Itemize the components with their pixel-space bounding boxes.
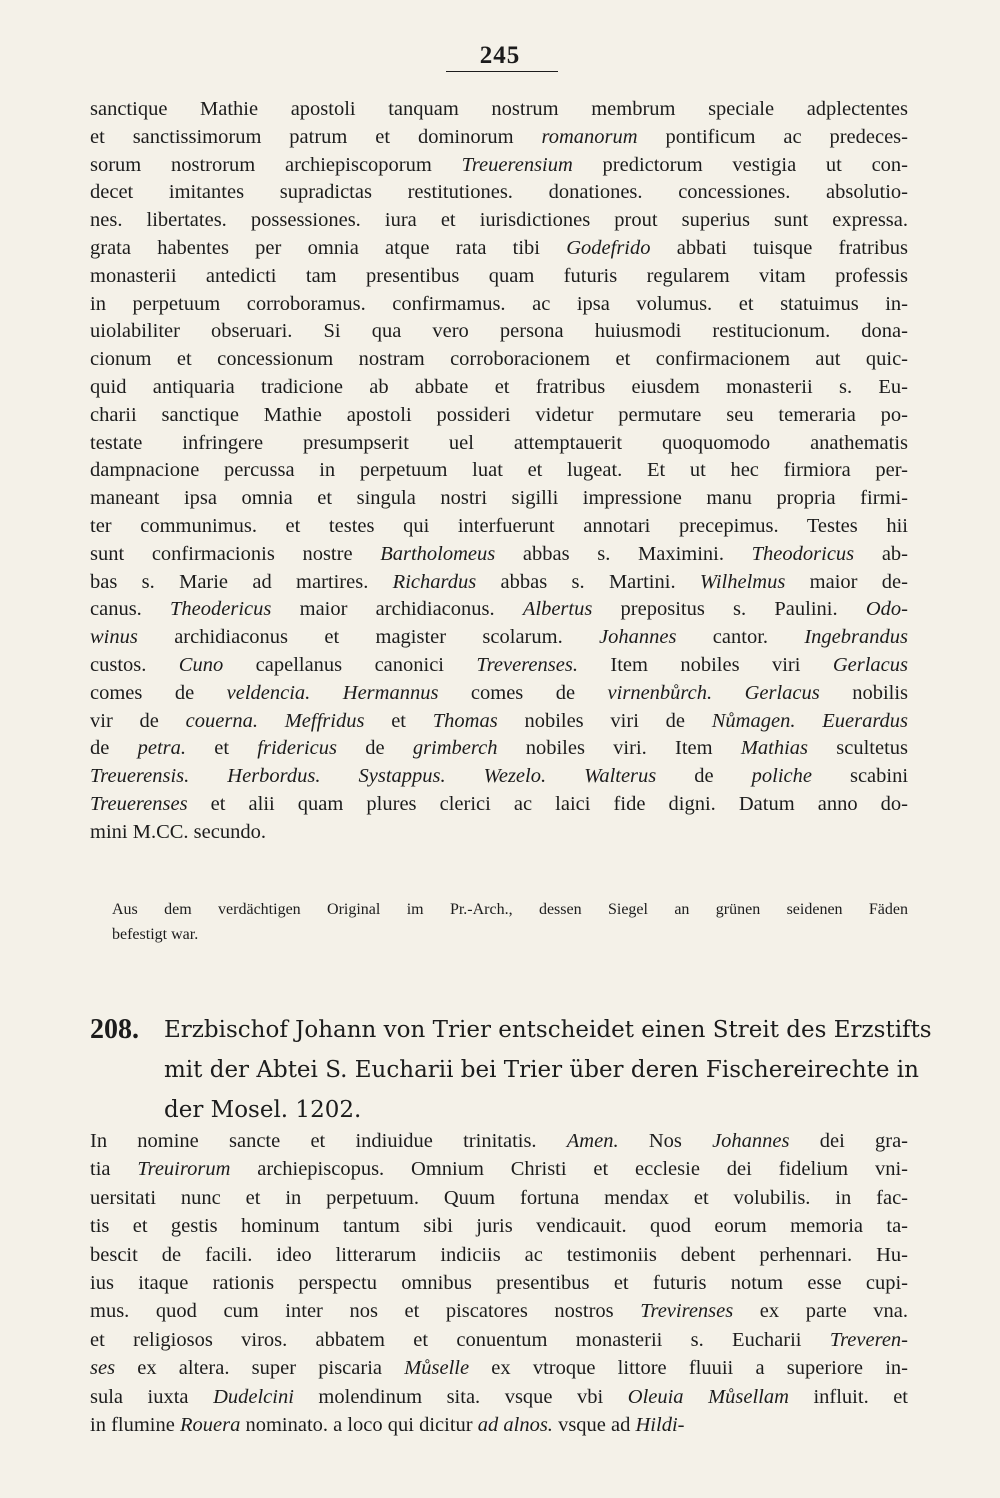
italic-name: Wilhelmus: [699, 570, 786, 593]
text-run: archiepiscopus. Omnium Christi et ecclesie dei fidelium vni-: [230, 1158, 908, 1181]
document-number: 208.: [90, 1014, 139, 1045]
text-run: ex vtroque littore fluuii a superiore in-: [469, 1357, 908, 1380]
text-line: [90, 818, 908, 846]
source-note-line: befestigt war.: [112, 926, 199, 943]
text-run: [446, 765, 484, 787]
text-run: custos.: [90, 654, 179, 676]
text-line: [90, 1297, 908, 1325]
italic-name: Gerlacus: [832, 654, 909, 676]
text-run: de: [337, 737, 413, 760]
italic-name: Meffridus: [284, 709, 365, 732]
text-line: [90, 123, 908, 151]
text-run: abbati tuisque fratribus: [650, 237, 908, 259]
text-line: [90, 456, 908, 484]
text-run: comes de: [90, 681, 227, 704]
text-run: nominato. a loco qui dicitur: [240, 1414, 478, 1436]
italic-name: Wezelo.: [483, 765, 547, 788]
text-run: Nos: [618, 1130, 713, 1152]
italic-name: Systappus.: [358, 765, 446, 788]
text-run: cantor.: [676, 626, 805, 649]
text-run: predictorum vestigia ut con-: [572, 153, 909, 176]
text-run: ex altera. super piscaria: [115, 1357, 405, 1380]
text-run: sorum nostrorum archiepiscoporum: [90, 153, 462, 176]
text-run: influit. et: [788, 1385, 909, 1408]
text-run: tia: [90, 1158, 138, 1181]
text-run: mini M.CC. secundo.: [90, 820, 266, 843]
italic-name: Odo-: [865, 598, 908, 621]
text-line: [90, 790, 908, 818]
text-line: [90, 345, 908, 373]
italic-name: Trevirenses: [640, 1300, 734, 1323]
italic-name: Treuerensium: [461, 153, 573, 176]
text-run: mus. quod cum inter nos et piscatores nostros: [90, 1300, 641, 1323]
text-run: vsque ad: [552, 1414, 636, 1436]
text-run: capellanus canonici: [223, 654, 477, 676]
italic-name: Euerardus: [822, 709, 909, 732]
italic-name: romanorum: [541, 125, 638, 148]
text-line: [90, 568, 908, 596]
text-run: decet imitantes supradictas restitutiones. donationes. concessiones. absolutio-: [90, 181, 908, 204]
text-run: maneant ipsa omnia et singula nostri sigilli impressione manu propria firmi-: [90, 487, 908, 510]
text-run: de: [90, 737, 138, 760]
italic-name: Johannes: [712, 1130, 790, 1152]
italic-name: couerna.: [185, 709, 258, 732]
source-note-line: Aus dem verdächtigen Original im Pr.-Arch., dessen Siegel an grünen seidenen Fäden: [112, 901, 908, 918]
text-run: [712, 682, 744, 704]
text-run: in perpetuum corroboramus. confirmamus. ac ipsa volumus. et statuimus in-: [90, 292, 908, 315]
text-run: sanctique Mathie apostoli tanquam nostrum membrum speciale adplectentes: [90, 98, 908, 120]
italic-name: petra.: [137, 737, 186, 760]
text-run: et alii quam plures clerici ac laici fide digni. Datum anno do-: [187, 793, 908, 815]
text-line: [90, 1383, 908, 1411]
text-run: nobilis: [819, 681, 909, 704]
text-run: Item nobiles viri: [577, 654, 833, 676]
text-line: [90, 707, 908, 735]
text-line: [90, 734, 908, 762]
text-run: uersitati nunc et in perpetuum. Quum fortuna mendax et volubilis. in fac-: [90, 1186, 908, 1209]
text-run: tis et gestis hominum tantum sibi juris vendicauit. quod eorum memoria ta-: [90, 1215, 908, 1238]
heading-line: mit der Abtei S. Eucharii bei Trier über deren Fischereirechte in: [164, 1057, 919, 1083]
text-run: canus.: [90, 598, 171, 621]
heading-line: Erzbischof Johann von Trier entscheidet einen Streit des Erzstifts: [164, 1017, 932, 1043]
text-line: [90, 540, 908, 568]
italic-name: grimberch: [412, 737, 498, 760]
text-run: monasterii antedicti tam presentibus quam futuris regularem vitam professis: [90, 264, 908, 287]
text-line: [90, 95, 908, 123]
text-line: [90, 151, 908, 179]
text-line: [90, 651, 908, 679]
text-run: ab-: [854, 542, 908, 565]
italic-name: Nůmagen.: [711, 709, 796, 732]
text-run: scultetus: [808, 737, 908, 760]
italic-name: Gerlacus: [744, 681, 820, 704]
text-run: molendinum sita. vsque vbi: [293, 1385, 628, 1408]
text-line: [90, 290, 908, 318]
text-run: dei gra-: [789, 1130, 908, 1152]
italic-name: Ingebrandus: [804, 626, 908, 649]
text-run: In nomine sancte et indiuidue trinitatis.: [90, 1130, 567, 1152]
italic-name: Cuno: [178, 654, 224, 676]
text-line: [90, 1354, 908, 1382]
italic-name: Johannes: [599, 626, 677, 649]
text-run: et sanctissimorum patrum et dominorum: [90, 125, 542, 148]
text-run: bescit de facili. ideo litterarum indiciis ac testimoniis debent perhennari. Hu-: [90, 1243, 908, 1266]
italic-name: ses: [90, 1357, 116, 1380]
page-number-rule: [446, 71, 558, 72]
text-line: [90, 1155, 908, 1183]
italic-name: Treuirorum: [137, 1158, 231, 1181]
italic-name: Theodericus: [170, 598, 272, 621]
italic-name: Richardus: [392, 570, 477, 593]
text-line: [90, 1212, 908, 1240]
text-line: [90, 373, 908, 401]
text-run: abbas s. Maximini.: [495, 542, 752, 565]
italic-name: Bartholomeus: [380, 542, 496, 565]
text-run: comes de: [438, 681, 608, 704]
italic-name: Dudelcini: [213, 1385, 294, 1408]
italic-name: fridericus: [257, 737, 337, 760]
text-run: sunt confirmacionis nostre: [90, 542, 381, 565]
text-run: ius itaque rationis perspectu omnibus presentibus et futuris notum esse cupi-: [90, 1272, 908, 1294]
italic-name: Mathias: [740, 737, 809, 760]
text-run: nobiles viri. Item: [497, 737, 741, 760]
text-run: de: [656, 765, 752, 788]
text-line: [90, 234, 908, 262]
italic-name: ad alnos.: [477, 1414, 553, 1436]
text-run: nes. libertates. possessiones. iura et iurisdictiones prout superius sunt expressa.: [90, 209, 908, 232]
italic-name: Albertus: [522, 598, 593, 621]
text-run: [795, 710, 822, 732]
italic-name: Amen.: [566, 1130, 619, 1152]
text-line: [90, 679, 908, 707]
text-run: [189, 765, 227, 787]
italic-name: Hildi-: [635, 1414, 685, 1436]
text-run: bas s. Marie ad martires.: [90, 570, 393, 593]
text-run: dampnacione percussa in perpetuum luat et lugeat. Et ut hec firmiora per-: [90, 459, 908, 482]
italic-name: Herbordus.: [227, 765, 321, 788]
text-run: cionum et concessionum nostram corroboracionem et confirmacionem aut quic-: [90, 348, 908, 371]
text-run: maior de-: [785, 570, 908, 593]
italic-name: Můselle: [404, 1357, 470, 1380]
italic-name: Hermannus: [342, 681, 439, 704]
text-run: ter communimus. et testes qui interfuerunt annotari precepimus. Testes hii: [90, 515, 908, 537]
italic-name: Rouera: [179, 1414, 241, 1436]
text-run: uiolabiliter obseruari. Si qua vero persona huiusmodi restitucionum. dona-: [90, 320, 908, 343]
italic-name: Thomas: [432, 709, 498, 732]
text-run: [546, 765, 584, 787]
text-line: [90, 1127, 908, 1155]
text-line: [90, 178, 908, 206]
text-line: [90, 512, 908, 540]
text-run: archidiaconus et magister scolarum.: [137, 626, 600, 649]
text-line: [90, 262, 908, 290]
italic-name: winus: [90, 626, 138, 649]
text-run: prepositus s. Paulini.: [592, 598, 866, 621]
italic-name: Oleuia Můsellam: [627, 1385, 789, 1408]
text-run: scabini: [811, 765, 909, 788]
italic-name: Godefrido: [566, 237, 651, 259]
italic-name: virnenbůrch.: [607, 681, 713, 704]
italic-name: Treuerenses: [90, 793, 188, 815]
text-line: [90, 401, 908, 429]
text-run: sula iuxta: [90, 1385, 214, 1408]
text-run: ex parte vna.: [733, 1300, 908, 1323]
text-line: [90, 317, 908, 345]
italic-name: Treverenses.: [476, 654, 578, 676]
text-line: [90, 1269, 908, 1297]
text-run: [258, 710, 285, 732]
text-line: [90, 762, 908, 790]
text-run: quid antiquaria tradicione ab abbate et fratribus eiusdem monasterii s. Eu-: [90, 376, 908, 398]
page-number: 245: [479, 42, 521, 69]
text-line: [90, 1326, 908, 1354]
text-line: [90, 1184, 908, 1212]
text-run: pontificum ac predeces-: [637, 125, 908, 148]
text-line: [90, 595, 908, 623]
heading-line: der Mosel. 1202.: [164, 1097, 362, 1123]
text-run: nobiles viri de: [497, 709, 712, 732]
italic-name: Walterus: [584, 765, 657, 788]
text-line: [90, 1241, 908, 1269]
text-run: vir de: [90, 709, 186, 732]
text-line: [90, 206, 908, 234]
text-run: testate infringere presumpserit uel attemptauerit quoquomodo anathematis: [90, 431, 908, 454]
text-line: [90, 484, 908, 512]
text-run: [321, 765, 359, 787]
text-run: charii sanctique Mathie apostoli possideri videtur permutare seu temeraria po-: [90, 403, 908, 426]
text-run: maior archidiaconus.: [271, 598, 523, 621]
text-line: [90, 429, 908, 457]
text-line: [90, 1411, 908, 1439]
italic-name: Treveren-: [829, 1328, 908, 1351]
italic-name: Theodoricus: [751, 542, 855, 565]
text-run: et religiosos viros. abbatem et conuentum monasterii s. Eucharii: [90, 1328, 830, 1351]
text-run: abbas s. Martini.: [476, 570, 700, 593]
text-run: grata habentes per omnia atque rata tibi: [90, 237, 567, 259]
text-run: [310, 682, 342, 704]
text-run: et: [364, 709, 433, 732]
italic-name: Treuerensis.: [90, 765, 190, 788]
text-line: [90, 623, 908, 651]
italic-name: veldencia.: [226, 681, 311, 704]
text-run: et: [186, 737, 258, 760]
text-run: in flumine: [90, 1414, 180, 1436]
italic-name: poliche: [751, 765, 812, 788]
